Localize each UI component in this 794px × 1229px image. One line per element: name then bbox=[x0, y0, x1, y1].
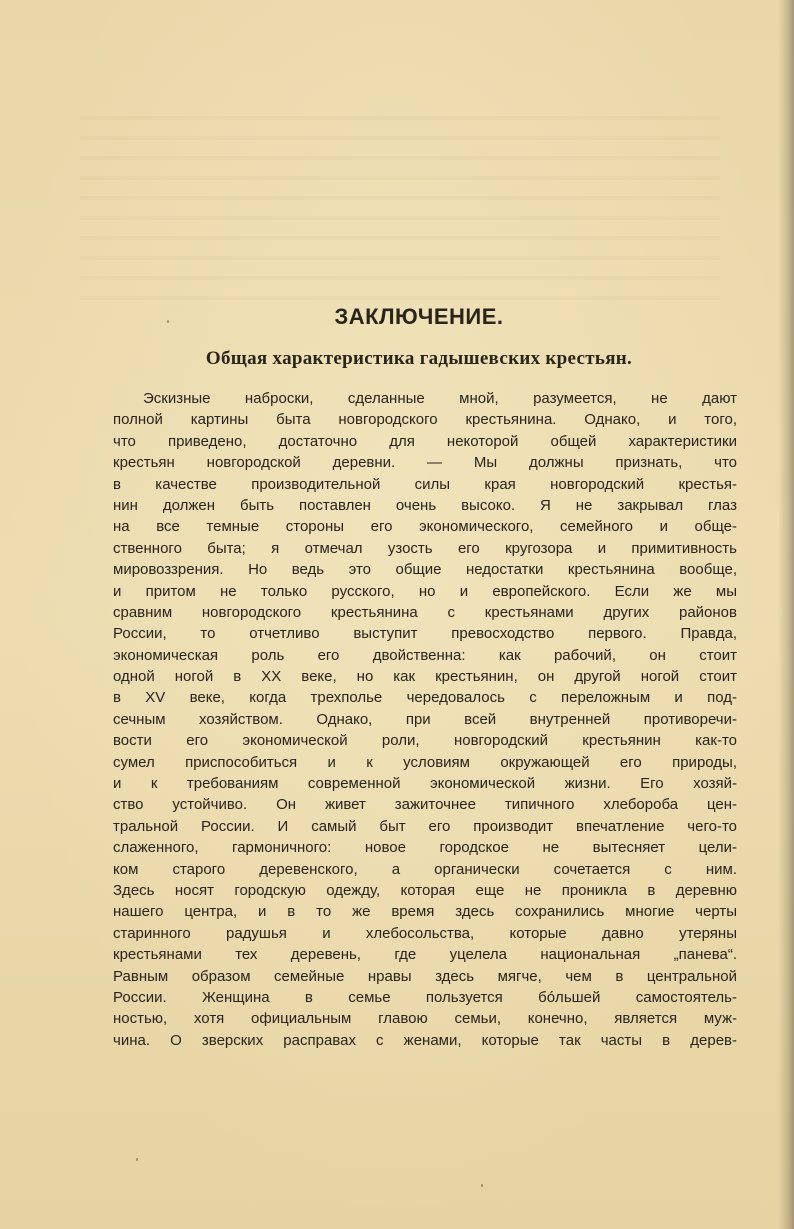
text-line: экономическая роль его двойственна: как рабочий, он стоит bbox=[113, 646, 737, 664]
text-line: мировоззрения. Но ведь это общие недостатки крестьянина вообще, bbox=[113, 561, 737, 579]
text-line: старинного радушья и хлебосольства, которые давно утеряны bbox=[113, 924, 737, 942]
paper-speck bbox=[136, 1158, 138, 1161]
text-line: нашего центра, и в то же время здесь сохранились многие черты bbox=[113, 903, 737, 921]
text-line: в качестве производительной силы края новгородский крестья- bbox=[113, 475, 737, 493]
text-line: одной ногой в XX веке, но как крестьянин, он другой ногой стоит bbox=[113, 668, 737, 686]
paper-speck bbox=[167, 320, 169, 323]
text-line: ство устойчиво. Он живет зажиточнее типичного хлебороба цен- bbox=[113, 796, 737, 814]
text-line: и притом не только русского, но и европейского. Если же мы bbox=[113, 582, 737, 600]
text-line: и к требованиям современной экономической жизни. Его хозяй- bbox=[113, 775, 737, 793]
text-line: сумел приспособиться и к условиям окружающей его природы, bbox=[113, 753, 737, 771]
chapter-title: ЗАКЛЮЧЕНИЕ. bbox=[334, 304, 504, 329]
text-line: Равным образом семейные нравы здесь мягче, чем в центральной bbox=[113, 967, 737, 985]
text-line: крестьянами тех деревень, где уцелела национальная „панева“. bbox=[113, 946, 737, 964]
text-line: России. Женщина в семье пользуется бóльшей самостоятель- bbox=[113, 988, 737, 1006]
text-line: ностью, хотя официальным главою семьи, конечно, является муж- bbox=[113, 1010, 737, 1028]
text-line: вости его экономической роли, новгородский крестьянин как-то bbox=[113, 732, 737, 750]
text-line: сравним новгородского крестьянина с крестьянами других районов bbox=[113, 603, 737, 621]
text-line: сечным хозяйством. Однако, при всей внутренней противоречи- bbox=[113, 710, 737, 728]
text-line: на все темные стороны его экономического, семейного и обще- bbox=[113, 518, 737, 536]
text-line: в XV веке, когда трехполье чередовалось с переложным и под- bbox=[113, 689, 737, 707]
text-line: что приведено, достаточно для некоторой общей характеристики bbox=[113, 432, 737, 450]
text-line: слаженного, гармоничного: новое городское не вытесняет цели- bbox=[113, 839, 737, 857]
page-spine-shadow bbox=[778, 0, 794, 1229]
text-line: полной картины быта новгородского крестьянина. Однако, и того, bbox=[113, 411, 737, 429]
paper-speck bbox=[481, 1184, 483, 1187]
section-subtitle: Общая характеристика гадышевских крестьян. bbox=[205, 348, 633, 369]
text-line: нин должен быть поставлен очень высоко. Я не закрывал глаз bbox=[113, 496, 737, 514]
text-line: ком старого деревенского, а органически сочетается с ним. bbox=[113, 860, 737, 878]
text-line: Здесь носят городскую одежду, которая еще не проникла в деревню bbox=[113, 881, 737, 899]
text-line: крестьян новгородской деревни. — Мы должны признать, что bbox=[113, 454, 737, 472]
text-line: Эскизные наброски, сделанные мной, разумеется, не дают bbox=[143, 390, 737, 407]
body-paragraph bbox=[113, 388, 737, 1051]
text-line: ственного быта; я отмечал узость его кругозора и примитивность bbox=[113, 539, 737, 557]
show-through-text bbox=[80, 100, 720, 300]
text-line: чина. О зверских расправах с женами, которые так часты в дерев- bbox=[113, 1031, 737, 1049]
text-line: России, то отчетливо выступит превосходство первого. Правда, bbox=[113, 625, 737, 643]
text-line: тральной России. И самый быт его производит впечатление чего-то bbox=[113, 817, 737, 835]
